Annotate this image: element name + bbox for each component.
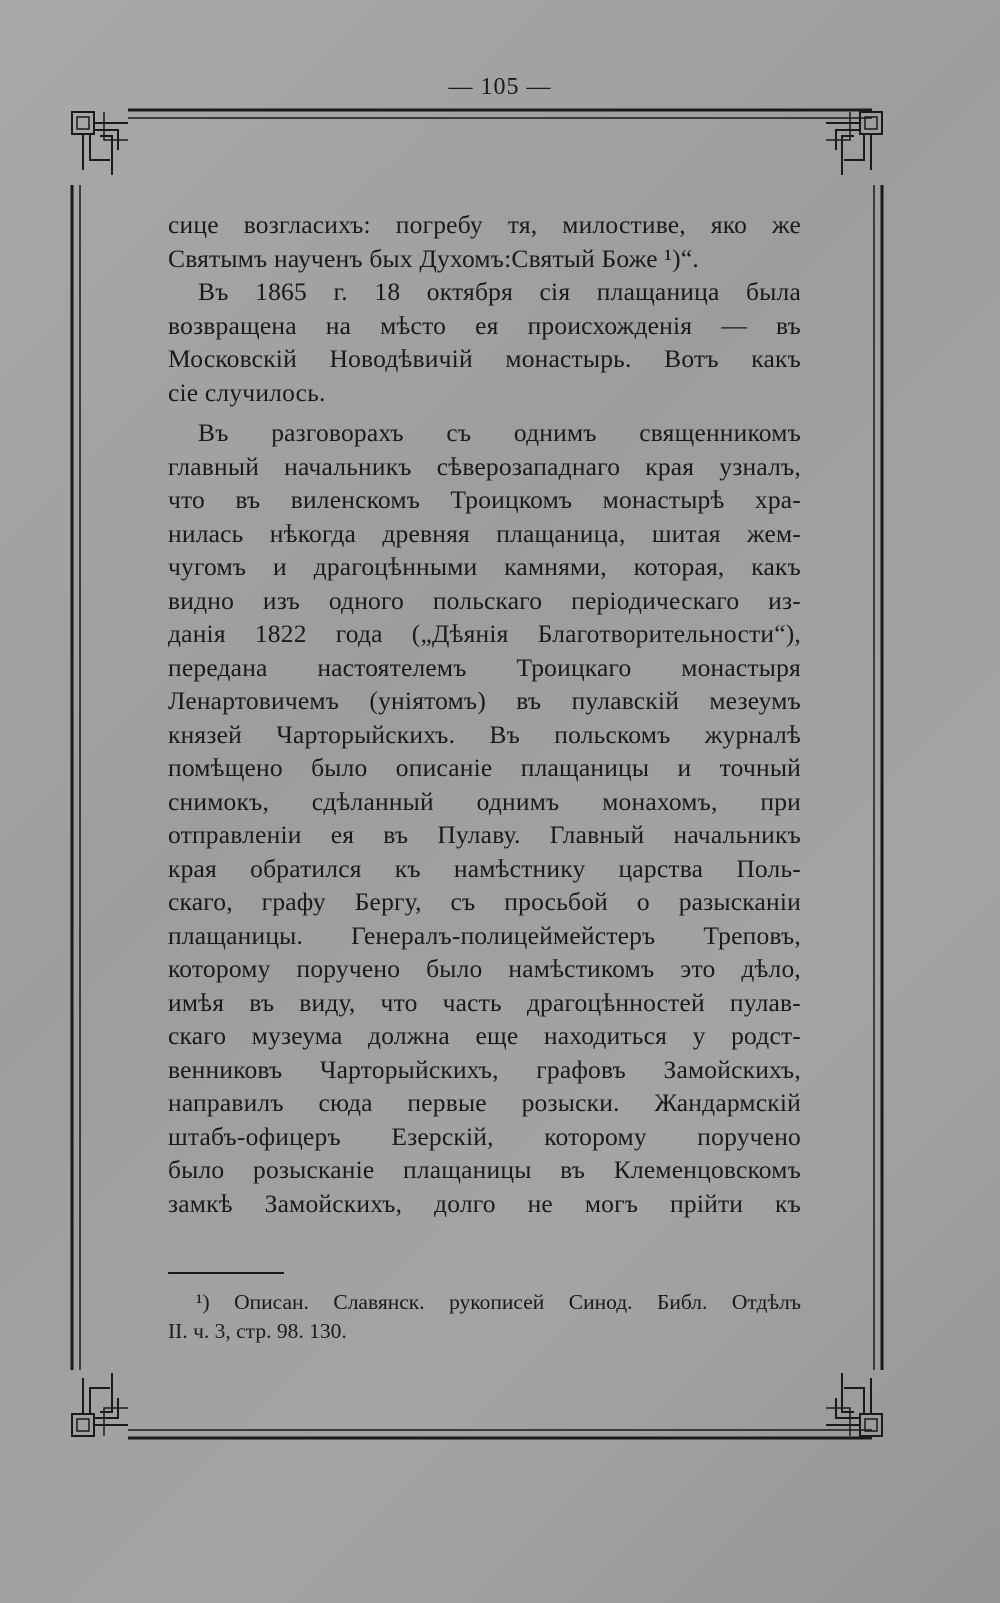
body-line: Въ 1865 г. 18 октября сія плащаница была (198, 277, 801, 306)
body-line: передана настоятелемъ Троицкаго монастыря (168, 652, 801, 682)
body-line: возвращена на мѣсто ея происхожденія — въ (168, 310, 801, 340)
footnotes (168, 1288, 801, 1346)
body-line: данія 1822 года („Дѣянія Благотворительности“), (168, 619, 801, 648)
body-line: направилъ сюда первые розыски. Жандармскій (168, 1088, 801, 1117)
paragraph-gap (168, 409, 801, 416)
body-line: помѣщено было описаніе плащаницы и точный (168, 753, 801, 782)
page-number: — 105 — (448, 74, 552, 100)
body-line: сіе случилось. (168, 377, 326, 407)
body-line: главный начальникъ сѣверозападнаго края узналъ, (168, 451, 801, 481)
body-line: штабъ-офицеръ Езерскій, которому поручено (168, 1121, 801, 1151)
body-line: скаго, графу Бергу, съ просьбой о разысканіи (168, 887, 801, 916)
body-line: Въ разговорахъ съ однимъ священникомъ (198, 418, 801, 447)
body-line: скаго музеума должна еще находиться у родст- (168, 1021, 801, 1050)
corner-ornament-bottom-left (72, 1373, 128, 1436)
body-line: венниковъ Чарторыйскихъ, графовъ Замойскихъ, (168, 1054, 801, 1084)
body-line: было розысканіе плащаницы въ Клеменцовскомъ (168, 1155, 801, 1184)
corner-ornament-top-right (826, 112, 882, 175)
body-line: что въ виленскомъ Троицкомъ монастырѣ хра- (168, 485, 801, 514)
body-line: края обратился къ намѣстнику царства Поль- (168, 853, 801, 883)
body-line: отправленіи ея въ Пулаву. Главный начальникъ (168, 820, 801, 849)
body-line: нилась нѣкогда древняя плащаница, шитая жем- (168, 518, 801, 548)
body-line: чугомъ и драгоцѣнными камнями, которая, какъ (168, 552, 801, 581)
body-line: имѣя въ виду, что часть драгоцѣнностей пулав- (168, 987, 801, 1017)
footnote-separator (168, 1272, 284, 1274)
body-line: князей Чарторыйскихъ. Въ польскомъ журналѣ (168, 719, 801, 749)
body-line: замкѣ Замойскихъ, долго не могъ прійти къ (168, 1188, 801, 1218)
corner-ornament-bottom-right (826, 1373, 882, 1436)
footnote-line: ¹) Описан. Славянск. рукописей Синод. Библ. Отдѣлъ (196, 1290, 801, 1314)
body-line: которому поручено было намѣстикомъ это дѣло, (168, 954, 801, 983)
body-line: снимокъ, сдѣланный однимъ монахомъ, при (168, 786, 801, 816)
body-line: плащаницы. Генералъ-полицеймейстеръ Треповъ, (168, 920, 801, 950)
corner-ornament-top-left (72, 112, 128, 175)
body-line: видно изъ одного польскаго періодическаго из- (168, 585, 801, 615)
footnote-line: II. ч. 3, стр. 98. 130. (168, 1319, 347, 1343)
body-line: Святымъ наученъ бых Духомъ:Святый Боже ¹)“. (168, 243, 699, 273)
body-line: сице возгласихъ: погребу тя, милостиве, яко же (168, 210, 801, 239)
body-line: Ленартовичемъ (уніятомъ) въ пулавскій мезеумъ (168, 686, 801, 715)
body-line: Московскій Новодѣвичій монастырь. Вотъ какъ (168, 344, 801, 373)
body-text (168, 208, 801, 1220)
